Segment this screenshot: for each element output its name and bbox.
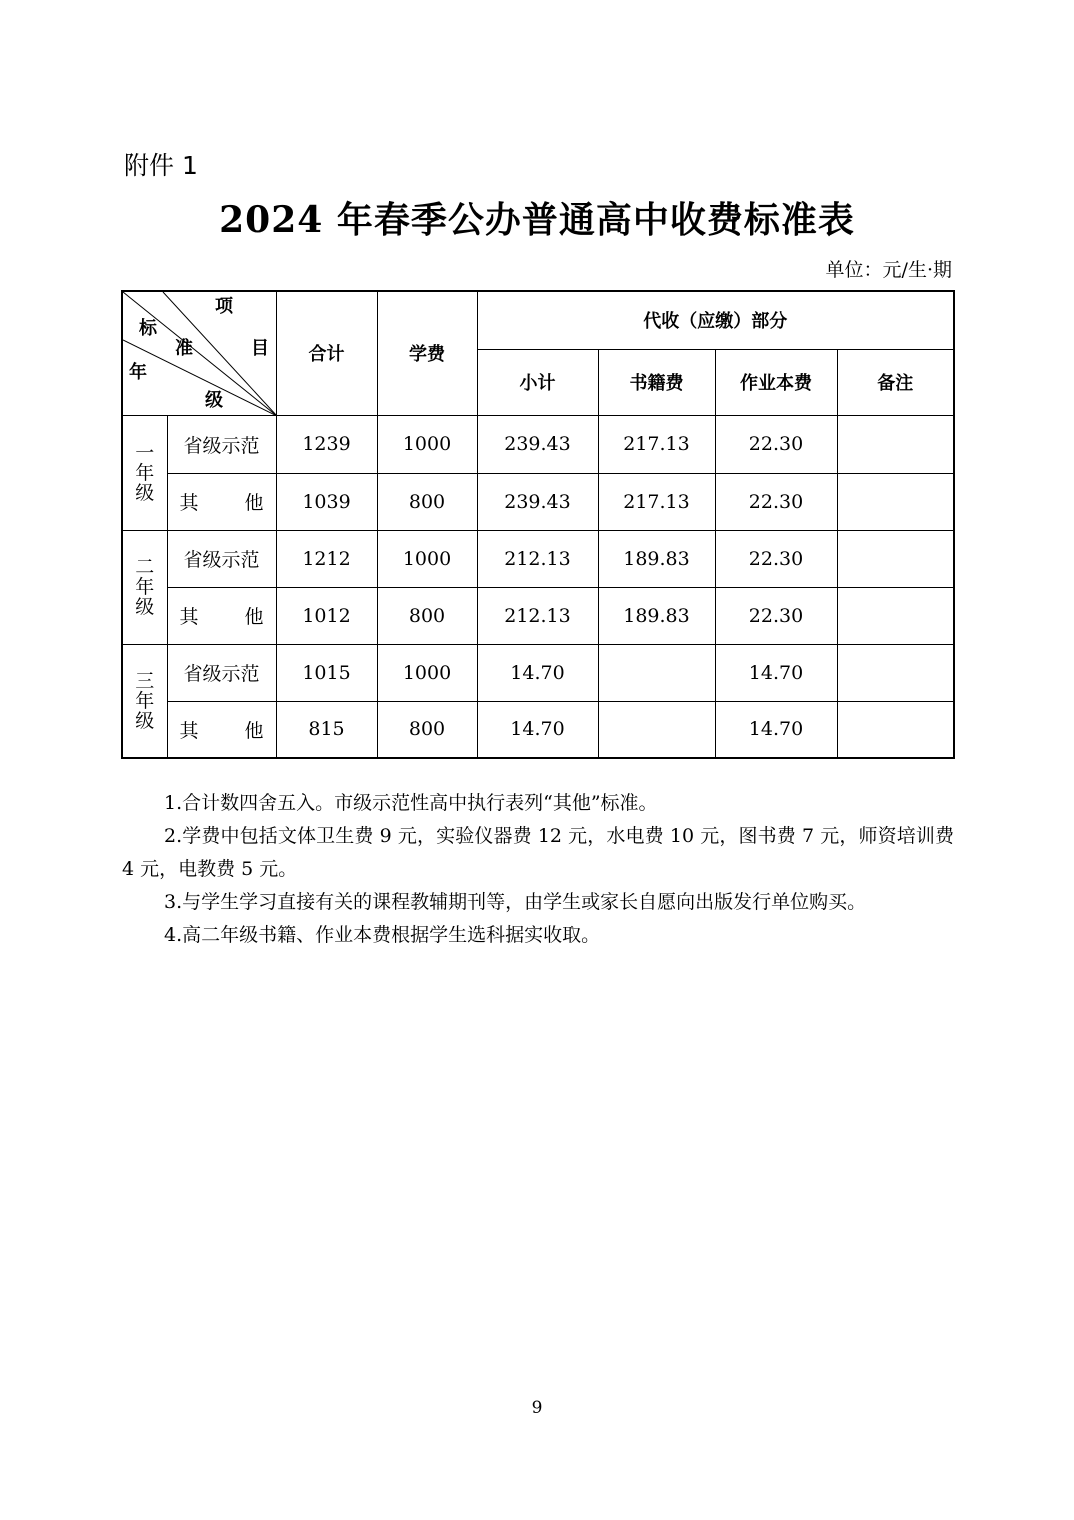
tuition-cell: 1000	[377, 644, 477, 701]
corner-header-cell	[122, 291, 276, 415]
workbook-cell: 22.30	[715, 473, 837, 530]
subtotal-header: 小计	[477, 349, 598, 415]
fee-standard-table	[121, 290, 955, 759]
school-type-char: 他	[244, 492, 264, 514]
total-header: 合计	[276, 291, 377, 415]
remarks-cell	[837, 644, 954, 701]
corner-grade-char-2: 级	[205, 390, 223, 411]
workbook-header: 作业本费	[715, 349, 837, 415]
tuition-cell: 800	[377, 701, 477, 758]
grade-char: 一	[135, 441, 155, 464]
total-cell: 1012	[276, 587, 377, 644]
subtotal-cell: 212.13	[477, 530, 598, 587]
school-type-cell	[167, 701, 276, 758]
subtotal-cell: 14.70	[477, 644, 598, 701]
grade-char: 级	[135, 709, 155, 732]
school-type-char: 他	[244, 719, 264, 742]
books-cell: 189.83	[598, 530, 715, 587]
grade-cell	[122, 644, 167, 758]
grade-char: 三	[135, 669, 155, 692]
remarks-cell	[837, 587, 954, 644]
total-cell: 1239	[276, 415, 377, 473]
subtotal-cell: 239.43	[477, 473, 598, 530]
school-type-char: 其	[179, 719, 199, 742]
corner-standard-char-2: 准	[175, 338, 193, 359]
books-header: 书籍费	[598, 349, 715, 415]
workbook-cell: 22.30	[715, 587, 837, 644]
note-item: 4.高二年级书籍、作业本费根据学生选科据实收取。	[164, 924, 601, 946]
subtotal-cell: 239.43	[477, 415, 598, 473]
corner-item-char-1: 项	[215, 296, 233, 317]
tuition-cell: 800	[377, 473, 477, 530]
table-row	[122, 530, 954, 587]
total-cell: 815	[276, 701, 377, 758]
total-cell: 1015	[276, 644, 377, 701]
grade-char: 年	[135, 576, 155, 598]
school-type-char: 他	[244, 606, 264, 628]
school-type-char: 其	[179, 492, 199, 514]
header-row-1	[122, 291, 954, 349]
school-type-char: 其	[179, 606, 199, 628]
note-item: 3.与学生学习直接有关的课程教辅期刊等，由学生或家长自愿向出版发行单位购买。	[164, 891, 867, 913]
tuition-cell: 1000	[377, 530, 477, 587]
workbook-cell: 22.30	[715, 415, 837, 473]
tuition-cell: 800	[377, 587, 477, 644]
books-cell	[598, 701, 715, 758]
workbook-cell: 14.70	[715, 644, 837, 701]
grade-char: 二	[135, 556, 155, 578]
subtotal-cell: 14.70	[477, 701, 598, 758]
subtotal-cell: 212.13	[477, 587, 598, 644]
grade-char: 级	[135, 481, 155, 504]
page-number: 9	[531, 1398, 543, 1418]
school-type-cell: 省级示范	[167, 415, 276, 473]
grade-cell	[122, 530, 167, 644]
total-cell: 1039	[276, 473, 377, 530]
tuition-header: 学费	[377, 291, 477, 415]
grade-char: 级	[135, 596, 155, 618]
page-title: 2024 年春季公办普通高中收费标准表	[219, 199, 855, 241]
corner-standard-char-1: 标	[139, 318, 157, 339]
grade-char: 年	[135, 689, 155, 712]
table-row	[122, 587, 954, 644]
books-cell	[598, 644, 715, 701]
corner-grade-char-1: 年	[129, 362, 147, 383]
workbook-cell: 14.70	[715, 701, 837, 758]
table-row	[122, 701, 954, 758]
attachment-label: 附件 1	[124, 151, 198, 180]
grade-cell	[122, 415, 167, 530]
unit-label: 单位：元/生·期	[825, 259, 952, 281]
notes-section	[122, 787, 954, 952]
workbook-cell: 22.30	[715, 530, 837, 587]
school-type-cell: 省级示范	[167, 644, 276, 701]
table-row	[122, 415, 954, 473]
grade-char: 年	[135, 461, 155, 484]
remarks-header: 备注	[837, 349, 954, 415]
table-row	[122, 644, 954, 701]
remarks-cell	[837, 415, 954, 473]
school-type-cell	[167, 587, 276, 644]
books-cell: 217.13	[598, 415, 715, 473]
remarks-cell	[837, 473, 954, 530]
collected-header: 代收（应缴）部分	[477, 291, 954, 349]
school-type-cell: 省级示范	[167, 530, 276, 587]
table-row	[122, 473, 954, 530]
remarks-cell	[837, 530, 954, 587]
note-item: 2.学费中包括文体卫生费 9 元，实验仪器费 12 元，水电费 10 元，图书费 7 元，师资培训费 4 元，电教费 5 元。	[122, 825, 954, 880]
tuition-cell: 1000	[377, 415, 477, 473]
remarks-cell	[837, 701, 954, 758]
school-type-cell	[167, 473, 276, 530]
note-item: 1.合计数四舍五入。市级示范性高中执行表列“其他”标准。	[164, 792, 658, 814]
corner-item-char-2: 目	[251, 338, 269, 359]
books-cell: 189.83	[598, 587, 715, 644]
total-cell: 1212	[276, 530, 377, 587]
books-cell: 217.13	[598, 473, 715, 530]
